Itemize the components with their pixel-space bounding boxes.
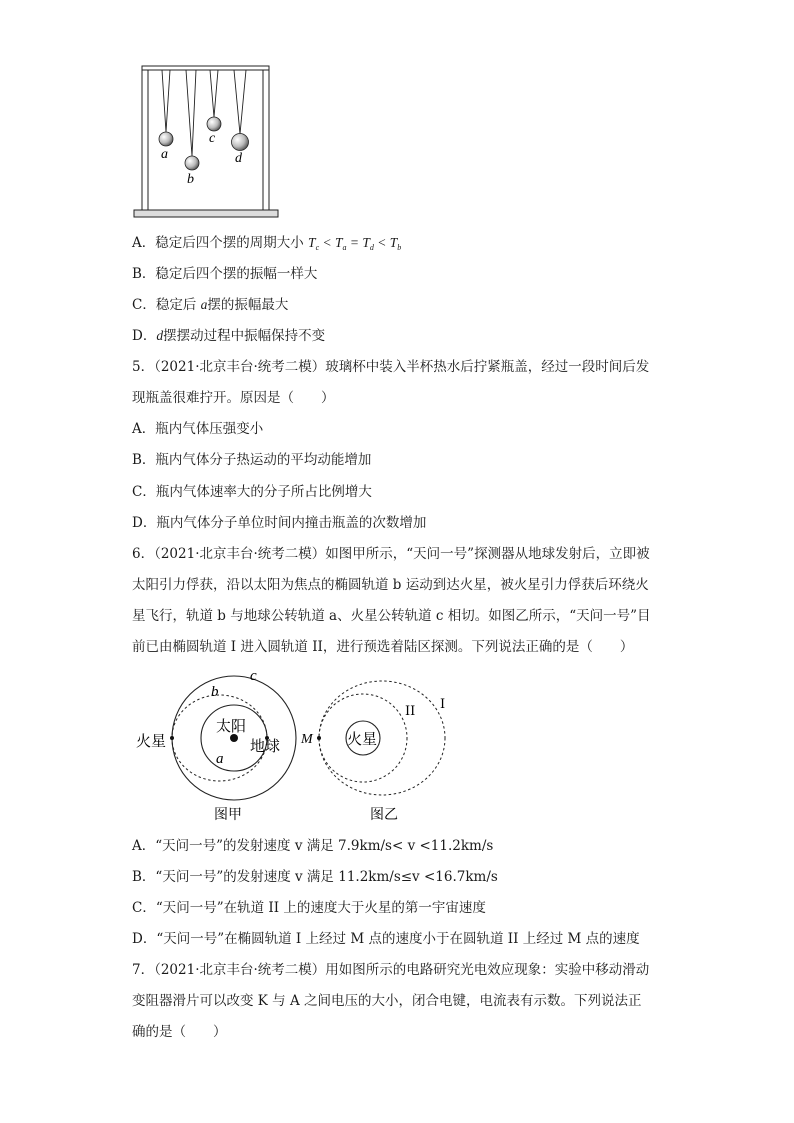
q6-stem-line-1: 6．（2021·北京丰台·统考二模）如图甲所示，“天问一号”探测器从地球发射后，立即被: [132, 546, 650, 562]
label-sun: 太阳: [216, 717, 247, 735]
q4-option-d-var: d: [156, 328, 164, 343]
q4-option-b: B．稳定后四个摆的振幅一样大: [132, 266, 318, 282]
pendulum-string-d: [234, 70, 246, 134]
q4-option-d-suffix: 摆摆动过程中振幅保持不变: [163, 328, 326, 344]
label-mars-yi: 火星: [347, 730, 378, 748]
q6-stem-line-4: 前已由椭圆轨道 I 进入圆轨道 II，进行预选着陆区探测。下列说法正确的是（ ）: [132, 639, 634, 655]
q6-option-d: D．“天问一号”在椭圆轨道 I 上经过 M 点的速度小于在圆轨道 II 上经过 M 点的速度: [132, 931, 640, 947]
q6-option-a: A．“天问一号”的发射速度 v 满足 7.9km/s< v <11.2km/s: [132, 838, 494, 854]
pendulum-string-b: [186, 70, 196, 156]
pendulum-figure: [130, 62, 280, 222]
q7-stem-line-1: 7．（2021·北京丰台·统考二模）用如图所示的电路研究光电效应现象：实验中移动滑动: [132, 962, 650, 978]
q7-stem-line-2: 变阻器滑片可以改变 K 与 A 之间电压的大小，闭合电键，电流表有示数。下列说法正: [132, 993, 642, 1009]
mars-point: [170, 736, 174, 740]
label-m: M: [301, 732, 313, 747]
q4-option-c-prefix: C．稳定后: [132, 297, 201, 313]
pendulum-label-c: c: [209, 131, 216, 146]
pendulum-frame-right-post: [263, 68, 269, 210]
pendulum-frame-top-bar: [142, 66, 269, 70]
q5-stem-line-2: 现瓶盖很难拧开。原因是（ ）: [132, 390, 335, 406]
pendulum-string-a: [162, 70, 170, 132]
caption-jia: 图甲: [214, 807, 242, 823]
pendulum-ball-b: [185, 156, 199, 170]
label-mars-jia: 火星: [136, 732, 167, 750]
sun-dot: [230, 734, 238, 742]
label-earth: 地球: [250, 737, 281, 755]
pendulum-string-c: [210, 70, 218, 117]
q6-option-b: B．“天问一号”的发射速度 v 满足 11.2km/s≤v <16.7km/s: [132, 869, 498, 885]
label-orbit-c: c: [250, 668, 257, 684]
pendulum-label-b: b: [187, 172, 194, 187]
q6-option-c: C．“天问一号”在轨道 II 上的速度大于火星的第一宇宙速度: [132, 900, 486, 916]
label-orbit-i: I: [440, 697, 446, 712]
q6-stem-line-3: 星飞行，轨道 b 与地球公转轨道 a、火星公转轨道 c 相切。如图乙所示，“天问一号”目: [132, 608, 651, 624]
q5-option-b: B．瓶内气体分子热运动的平均动能增加: [132, 452, 372, 468]
pendulum-ball-c: [207, 117, 221, 131]
q4-option-c: [132, 295, 288, 315]
q4-option-c-var: a: [200, 297, 208, 312]
q4-option-a: [132, 233, 401, 258]
pendulum-label-d: d: [235, 151, 242, 166]
q4-option-c-suffix: 摆的振幅最大: [207, 297, 289, 313]
q5-option-c: C．瓶内气体速率大的分子所占比例增大: [132, 484, 372, 500]
q4-option-d-prefix: D．: [132, 328, 157, 344]
q4-option-d: [132, 326, 325, 346]
orbit-figures: [130, 668, 460, 828]
pendulum-ball-a: [159, 132, 173, 146]
q4-option-a-text: A．稳定后四个摆的周期大小: [132, 235, 304, 251]
q6-stem-line-2: 太阳引力俘获，沿以太阳为焦点的椭圆轨道 b 运动到达火星，被火星引力俘获后环绕火: [132, 577, 649, 593]
pendulum-base: [134, 210, 278, 217]
q4-option-a-formula: $T_c < T_a = T_d < T_b$: [308, 235, 402, 252]
label-orbit-a: a: [216, 751, 224, 767]
q5-option-d: D．瓶内气体分子单位时间内撞击瓶盖的次数增加: [132, 515, 427, 531]
q5-stem-line-1: 5．（2021·北京丰台·统考二模）玻璃杯中装入半杯热水后拧紧瓶盖，经过一段时间后发: [132, 359, 650, 375]
orbit-figure-jia: [136, 668, 296, 823]
pendulum-frame-left-post: [142, 68, 148, 210]
pendulum-ball-d: [232, 134, 249, 151]
label-orbit-b: b: [211, 684, 219, 700]
point-m: [317, 736, 321, 740]
orbit-figure-yi: [300, 681, 445, 823]
caption-yi: 图乙: [370, 807, 398, 823]
q5-option-a: A．瓶内气体压强变小: [132, 421, 264, 437]
q7-stem-line-3: 确的是（ ）: [132, 1024, 227, 1040]
pendulum-label-a: a: [161, 147, 168, 162]
label-orbit-ii: II: [405, 704, 416, 719]
